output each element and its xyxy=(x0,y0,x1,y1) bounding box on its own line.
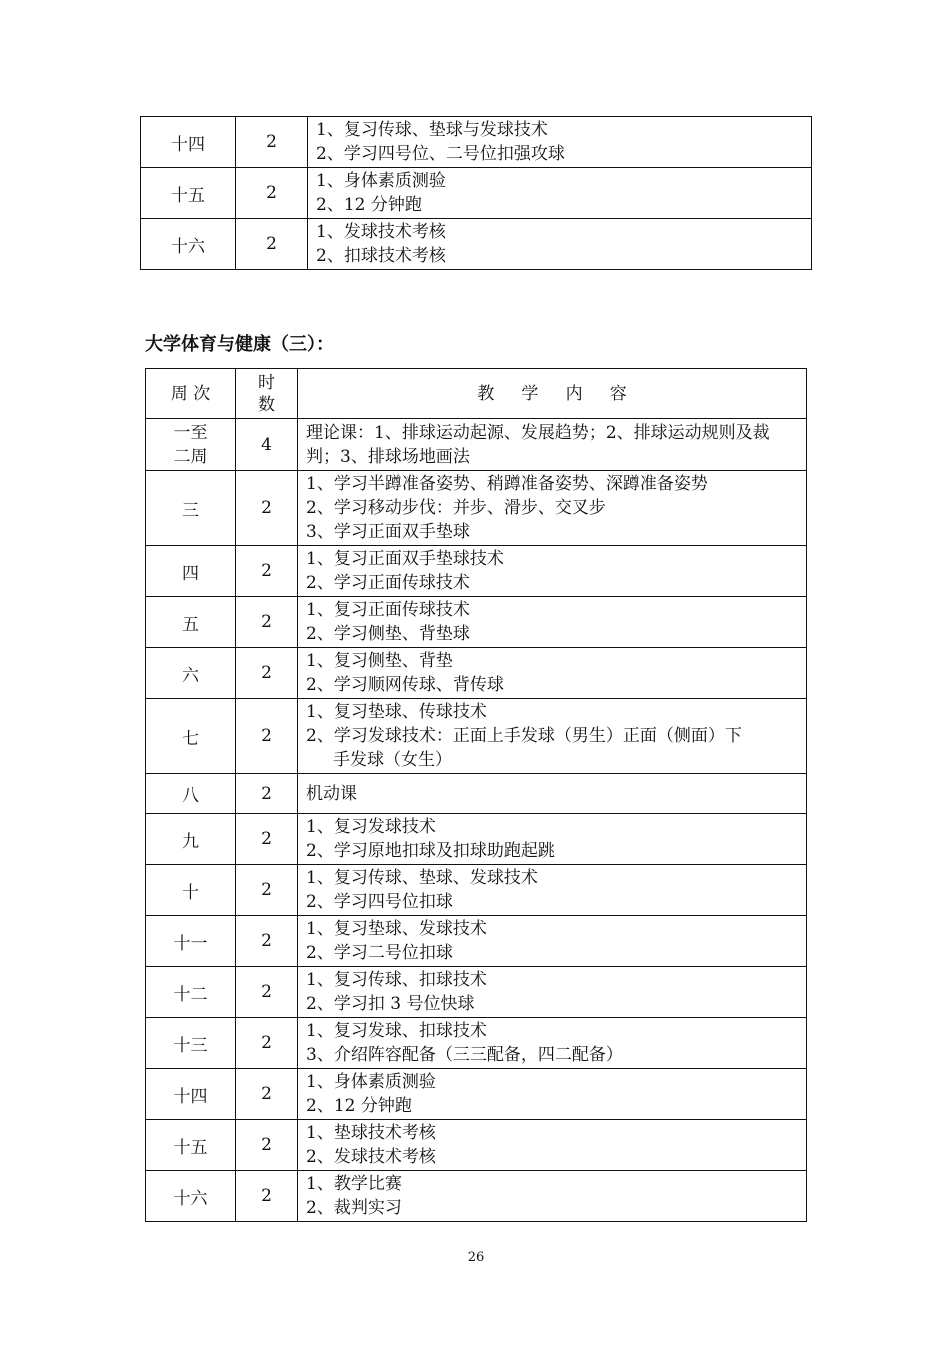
content-line: 2、12 分钟跑 xyxy=(316,195,422,215)
week-label: 十三 xyxy=(173,1035,208,1056)
table-row xyxy=(146,1069,807,1120)
content-line: 2、扣球技术考核 xyxy=(316,246,446,266)
week-label: 二周 xyxy=(173,446,208,467)
header-hours xyxy=(236,369,298,419)
hours-cell: 2 xyxy=(236,814,298,865)
week-label: 十六 xyxy=(173,1188,208,1209)
content-cell xyxy=(298,699,807,774)
week-cell xyxy=(146,1120,236,1171)
week-cell xyxy=(146,967,236,1018)
table-row xyxy=(146,419,807,471)
table-row xyxy=(146,916,807,967)
week-cell xyxy=(146,865,236,916)
content-cell xyxy=(298,967,807,1018)
content-cell xyxy=(298,1171,807,1222)
hours-cell: 2 xyxy=(236,168,308,219)
table-row xyxy=(146,1120,807,1171)
hours-cell: 2 xyxy=(236,865,298,916)
week-cell xyxy=(146,648,236,699)
content-line: 1、垫球技术考核 xyxy=(306,1123,436,1143)
week-label: 六 xyxy=(182,665,199,686)
table-header-row xyxy=(146,369,807,419)
table-row xyxy=(146,546,807,597)
table-row xyxy=(146,814,807,865)
hours-cell: 2 xyxy=(236,219,308,270)
previous-table-body xyxy=(141,117,812,270)
week-cell xyxy=(146,916,236,967)
content-line: 2、12 分钟跑 xyxy=(306,1096,412,1116)
content-line: 2、学习发球技术：正面上手发球（男生）正面（侧面）下 xyxy=(306,726,742,746)
table-row xyxy=(146,699,807,774)
content-line: 1、复习正面双手垫球技术 xyxy=(306,549,504,569)
week-cell xyxy=(146,471,236,546)
hours-cell: 2 xyxy=(236,1120,298,1171)
content-line: 2、裁判实习 xyxy=(306,1198,402,1218)
table-row xyxy=(141,168,812,219)
content-cell xyxy=(298,419,807,471)
week-cell xyxy=(146,419,236,471)
week-label: 三 xyxy=(182,500,199,521)
content-line: 2、学习四号位扣球 xyxy=(306,892,453,912)
hours-cell: 2 xyxy=(236,546,298,597)
content-cell xyxy=(298,814,807,865)
content-line: 1、复习垫球、传球技术 xyxy=(306,702,487,722)
content-line: 1、复习侧垫、背垫 xyxy=(306,651,453,671)
header-hours-line2: 数 xyxy=(258,394,275,415)
table-row xyxy=(146,1018,807,1069)
content-cell xyxy=(308,117,812,168)
schedule-table xyxy=(145,368,807,1222)
content-cell xyxy=(298,1069,807,1120)
week-label: 十五 xyxy=(173,1137,208,1158)
content-line: 1、复习传球、垫球、发球技术 xyxy=(306,868,538,888)
week-label: 十二 xyxy=(173,984,208,1005)
content-line: 3、学习正面双手垫球 xyxy=(306,522,470,542)
hours-cell: 2 xyxy=(236,597,298,648)
section-title: 大学体育与健康（三）： xyxy=(145,334,334,355)
week-label: 八 xyxy=(182,786,199,806)
content-line: 2、学习四号位、二号位扣强攻球 xyxy=(316,144,565,164)
content-line: 1、复习传球、垫球与发球技术 xyxy=(316,120,548,140)
content-cell xyxy=(298,774,807,814)
hours-cell: 2 xyxy=(236,1069,298,1120)
header-content: 教学内容 xyxy=(298,369,807,419)
week-cell xyxy=(141,117,236,168)
week-label: 七 xyxy=(182,728,199,749)
hours-cell: 2 xyxy=(236,699,298,774)
week-cell xyxy=(146,597,236,648)
table-row xyxy=(146,597,807,648)
table-row xyxy=(141,219,812,270)
table-row xyxy=(146,1171,807,1222)
week-label: 一至 xyxy=(173,422,208,443)
week-cell xyxy=(146,774,236,814)
content-line: 3、介绍阵容配备（三三配备，四二配备） xyxy=(306,1045,623,1065)
week-cell xyxy=(146,1018,236,1069)
content-line: 1、教学比赛 xyxy=(306,1174,402,1194)
content-line: 2、学习扣 3 号位快球 xyxy=(306,994,475,1014)
table-row xyxy=(141,117,812,168)
content-line: 1、复习正面传球技术 xyxy=(306,600,470,620)
week-label: 十六 xyxy=(171,236,205,257)
table-row xyxy=(146,471,807,546)
week-label: 九 xyxy=(182,831,199,852)
content-line: 2、学习移动步伐：并步、滑步、交叉步 xyxy=(306,498,606,518)
content-cell xyxy=(308,168,812,219)
hours-cell: 2 xyxy=(236,117,308,168)
week-cell xyxy=(146,1171,236,1222)
content-cell xyxy=(298,1120,807,1171)
content-cell xyxy=(298,597,807,648)
header-week: 周 次 xyxy=(146,369,236,419)
content-cell xyxy=(298,916,807,967)
hours-cell: 2 xyxy=(236,1018,298,1069)
previous-schedule-table xyxy=(140,116,812,270)
week-label: 十四 xyxy=(171,134,205,155)
content-line: 1、身体素质测验 xyxy=(316,171,446,191)
week-cell xyxy=(141,168,236,219)
week-cell xyxy=(141,219,236,270)
hours-cell: 2 xyxy=(236,774,298,814)
hours-cell: 2 xyxy=(236,916,298,967)
content-cell xyxy=(308,219,812,270)
table-row xyxy=(146,648,807,699)
content-line: 2、学习原地扣球及扣球助跑起跳 xyxy=(306,841,555,861)
content-cell xyxy=(298,1018,807,1069)
hours-cell: 2 xyxy=(236,1171,298,1222)
table-row xyxy=(146,865,807,916)
week-label: 十一 xyxy=(173,933,208,954)
hours-cell: 2 xyxy=(236,471,298,546)
content-line: 2、发球技术考核 xyxy=(306,1147,436,1167)
content-line: 1、学习半蹲准备姿势、稍蹲准备姿势、深蹲准备姿势 xyxy=(306,474,708,494)
hours-cell: 4 xyxy=(236,419,298,471)
content-cell xyxy=(298,648,807,699)
content-line: 1、复习传球、扣球技术 xyxy=(306,970,487,990)
content-line: 2、学习正面传球技术 xyxy=(306,573,470,593)
week-label: 十 xyxy=(182,882,199,903)
content-cell xyxy=(298,546,807,597)
content-line: 1、身体素质测验 xyxy=(306,1072,436,1092)
week-label: 十四 xyxy=(173,1086,208,1107)
week-label: 四 xyxy=(182,563,199,584)
week-cell xyxy=(146,814,236,865)
main-table-body xyxy=(146,419,807,1222)
table-row xyxy=(146,967,807,1018)
content-cell xyxy=(298,865,807,916)
content-line: 2、学习二号位扣球 xyxy=(306,943,453,963)
content-line: 2、学习顺网传球、背传球 xyxy=(306,675,504,695)
page-number: 26 xyxy=(467,1250,485,1265)
week-cell xyxy=(146,546,236,597)
content-cell xyxy=(298,471,807,546)
content-line: 1、复习发球、扣球技术 xyxy=(306,1021,487,1041)
table-row xyxy=(146,774,807,814)
content-line: 机动课 xyxy=(306,783,357,804)
content-line: 2、学习侧垫、背垫球 xyxy=(306,624,470,644)
header-hours-line1: 时 xyxy=(258,372,275,393)
week-label: 十五 xyxy=(171,185,205,206)
week-cell xyxy=(146,699,236,774)
content-line: 1、发球技术考核 xyxy=(316,222,446,242)
content-line: 1、复习垫球、发球技术 xyxy=(306,919,487,939)
hours-cell: 2 xyxy=(236,648,298,699)
week-label: 五 xyxy=(182,614,199,635)
content-line: 手发球（女生） xyxy=(333,750,452,770)
week-cell xyxy=(146,1069,236,1120)
content-line: 理论课：1、排球运动起源、发展趋势；2、排球运动规则及裁判；3、排球场地画法 xyxy=(306,422,770,467)
content-line: 1、复习发球技术 xyxy=(306,817,436,837)
hours-cell: 2 xyxy=(236,967,298,1018)
